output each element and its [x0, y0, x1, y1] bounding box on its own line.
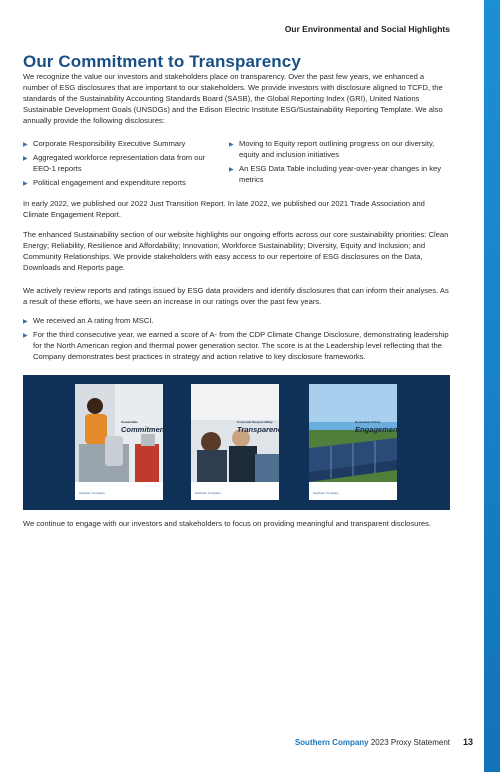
report-covers-band [23, 375, 450, 510]
report-cover-commitment [75, 384, 167, 500]
cover-footer [309, 482, 397, 500]
report-cover-engagement [309, 384, 401, 500]
cover-logo: Southern Company [195, 491, 221, 495]
footer-document-title: 2023 Proxy Statement [370, 738, 450, 747]
page-title: Our Commitment to Transparency [23, 52, 301, 71]
page-footer [294, 737, 473, 747]
cover-footer [75, 482, 163, 500]
disclosures-list-left [23, 139, 223, 192]
report-cover-transparency [191, 384, 287, 500]
ratings-review-paragraph: We actively review reports and ratings issued by ESG data providers and identify disclosures that can inform their analyses. As a result of these efforts, we have seen an increase in our ratings over the past few years. [23, 286, 449, 306]
closing-paragraph: We continue to engage with our investors and stakeholders to focus on providing meaningful and transparent disclosures. [23, 519, 432, 528]
disclosures-list-right [229, 139, 449, 189]
bullet-triangle-icon: ▶ [23, 155, 28, 162]
list-item: ▶ Moving to Equity report outlining progress on our diversity, equity and inclusion initiatives [229, 139, 435, 159]
cover-big-title: Transparency [237, 425, 287, 434]
bullet-triangle-icon: ▶ [229, 166, 234, 173]
ratings-list [23, 316, 450, 366]
list-item: ▶ Aggregated workforce representation data from our EEO-1 reports [23, 152, 206, 173]
cover-footer [191, 482, 279, 500]
list-item: ▶ We received an A rating from MSCI. [23, 316, 450, 327]
list-item: ▶ Political engagement and expenditure reports [23, 178, 223, 189]
intro-paragraph: We recognize the value our investors and stakeholders place on transparency. Over the past few years, we enhanced a number of ESG disclosures that are important to our stakeholders. We provide investors with disclosure aligned to TCFD, the standards of the Sustainability Accounting Standards Board (SASB), the Global Reporting Index (GRI), United Nations Sustainable Development Goals (UNSDGs) and the Edison Electric Institute ESG/Sustainability Reporting Template. We also annually provide the following disclosures: [23, 72, 443, 125]
list-item: ▶ An ESG Data Table including year-over-year changes in key metrics [229, 163, 442, 184]
bullet-triangle-icon: ▶ [23, 332, 28, 339]
bullet-triangle-icon: ▶ [23, 142, 28, 148]
footer-brand: Southern Company [294, 738, 369, 747]
bullet-triangle-icon: ▶ [23, 180, 28, 187]
cover-small-title: Renewable Policy [355, 420, 381, 424]
list-item: ▶ Corporate Responsibility Executive Summary [23, 139, 223, 150]
cover-small-title: Sustainable [121, 420, 138, 424]
list-item: ▶ For the third consecutive year, we earned a score of A- from the CDP Climate Change Disclosure, demonstrating leadership for the North American region and thermal power generation sector. The score is at the Leadership level reflecting that the Company demonstrates best practices in strategy and action relative to key disclosure frameworks. [23, 329, 449, 361]
cover-big-title: Engagement [355, 425, 401, 434]
section-header: Our Environmental and Social Highlights [284, 24, 450, 34]
side-accent-bar [484, 0, 500, 772]
sustainability-section-paragraph: The enhanced Sustainability section of our website highlights our ongoing efforts across our core sustainability priorities: Clean Energy; Reliability, Resilience and Affordability; Innovation; Workforce Sustainability; Diversity, Equity and Inclusion; and Community Relationships. We provide stakeholders with easy access to our repertoire of ESG disclosures on the Data, Downloads and Reports page. [23, 230, 449, 272]
bullet-triangle-icon: ▶ [229, 142, 234, 148]
cover-big-title: Commitment [121, 425, 167, 434]
cover-logo: Southern Company [313, 491, 339, 495]
cover-logo: Southern Company [79, 491, 105, 495]
bullet-triangle-icon: ▶ [23, 319, 28, 325]
cover-small-title: Corporate Responsibility [237, 420, 273, 424]
early-2022-paragraph: In early 2022, we published our 2022 Just Transition Report. In late 2022, we published our 2021 Trade Association and Climate Engagement Report. [23, 199, 425, 219]
page-number: 13 [462, 737, 473, 747]
